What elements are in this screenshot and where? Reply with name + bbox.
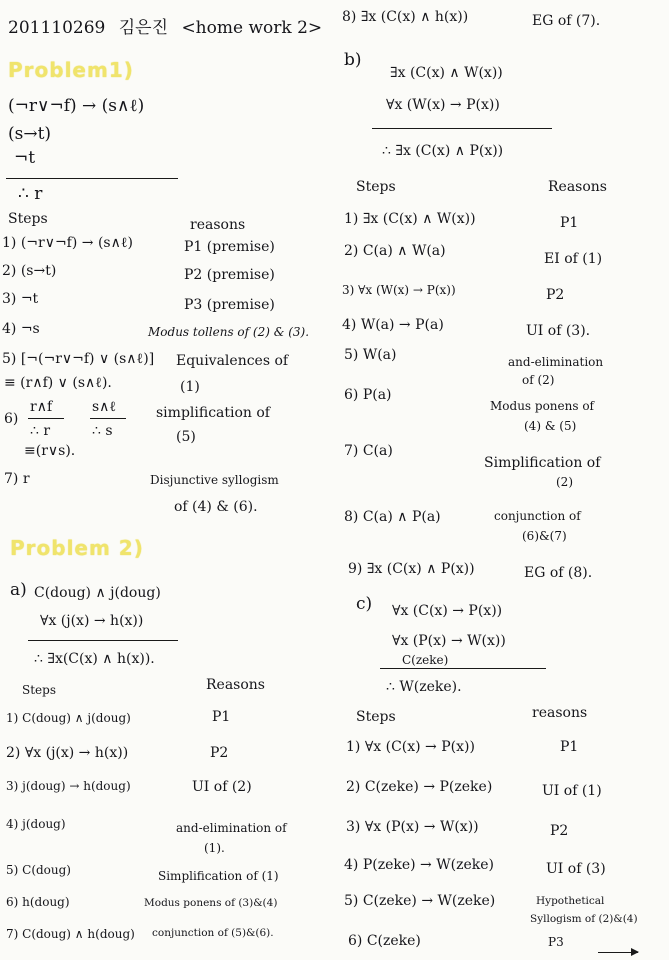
p2c-reason-5-line2: Syllogism of (2)&(4): [530, 913, 638, 925]
p2b-step-8: 8) C(a) ∧ P(a): [344, 509, 441, 525]
p2c-step-2: 2) C(zeke) → P(zeke): [346, 779, 493, 795]
p1-premise-2: (s→t): [8, 124, 52, 144]
p1-step-2: 2) (s→t): [2, 263, 57, 279]
p2b-reason-4: UI of (3).: [526, 323, 591, 339]
p2c-reason-1: P1: [560, 739, 579, 755]
p2b-reason-6-line2: (4) & (5): [524, 419, 577, 433]
p2a-reason-5: Simplification of (1): [158, 869, 279, 883]
p2b-step-9: 9) ∃x (C(x) ∧ P(x)): [348, 561, 475, 577]
p2b-step-3: 3) ∀x (W(x) → P(x)): [342, 283, 456, 297]
p2b-reason-5: and-elimination: [508, 355, 604, 369]
p2a-conclusion-rule: [28, 640, 178, 641]
p2a-step-8: 8) ∃x (C(x) ∧ h(x)): [342, 9, 469, 25]
p2a-premise-1: C(doug) ∧ j(doug): [34, 585, 161, 601]
p2a-reason-1: P1: [212, 709, 231, 725]
p2b-conclusion: ∴ ∃x (C(x) ∧ P(x)): [382, 143, 504, 159]
p1-reason-5: Equivalences of: [176, 353, 289, 369]
p2b-col-reasons: Reasons: [548, 179, 607, 195]
p1-step-7: 7) r: [4, 471, 30, 487]
continuation-arrow-icon: [598, 952, 638, 953]
p1-step-1: 1) (¬r∨¬f) → (s∧ℓ): [2, 235, 134, 251]
p2a-step-5: 5) C(doug): [6, 863, 71, 877]
p2a-col-steps: Steps: [22, 683, 56, 697]
p1-conclusion-rule: [6, 178, 178, 179]
student-id: 201110269: [8, 18, 106, 38]
p1-step-6-equiv: ≡(r∨s).: [24, 443, 76, 459]
header: [8, 20, 322, 37]
p2b-reason-2: EI of (1): [544, 251, 603, 267]
p2a-col-reasons: Reasons: [206, 677, 265, 693]
p1-premise-1: (¬r∨¬f) → (s∧ℓ): [8, 96, 145, 116]
p2a-reason-4-line2: (1).: [204, 841, 225, 855]
p1-conclusion: ∴ r: [18, 184, 43, 204]
p2b-reason-3: P2: [546, 287, 565, 303]
p2a-reason-7: conjunction of (5)&(6).: [152, 927, 274, 939]
p2c-conclusion: ∴ W(zeke).: [386, 679, 462, 695]
p2c-reason-3: P2: [550, 823, 569, 839]
p1-step-6-label: 6): [4, 411, 19, 427]
p2a-reason-2: P2: [210, 745, 229, 761]
p2c-step-3: 3) ∀x (P(x) → W(x)): [346, 819, 479, 835]
p2c-step-1: 1) ∀x (C(x) → P(x)): [346, 739, 475, 755]
p2b-reason-7: Simplification of: [484, 455, 601, 471]
p2c-step-6: 6) C(zeke): [348, 933, 421, 949]
p1-reason-7-line2: of (4) & (6).: [174, 499, 258, 515]
p1-step-6a: r∧f: [30, 399, 53, 415]
assignment-title: <home work 2>: [181, 18, 323, 38]
p2c-reason-2: UI of (1): [542, 783, 602, 799]
p1-reason-1: P1 (premise): [184, 239, 275, 255]
problem2-title: Problem 2): [10, 536, 144, 560]
student-name: 김은진: [118, 18, 169, 38]
p2b-step-5: 5) W(a): [344, 347, 397, 363]
p2c-premise-3: C(zeke): [402, 653, 449, 667]
p2c-col-reasons: reasons: [532, 705, 588, 721]
p2a-reason-4: and-elimination of: [176, 821, 287, 835]
p2b-reason-7-line2: (2): [556, 475, 573, 489]
p1-step-6a-result: ∴ r: [30, 423, 51, 439]
p2c-premise-1: ∀x (C(x) → P(x)): [392, 603, 503, 619]
p1-step-5-line2: ≡ (r∧f) ∨ (s∧ℓ).: [4, 375, 112, 391]
p1-step-6b: s∧ℓ: [92, 399, 117, 415]
p1-col-steps: Steps: [8, 211, 48, 227]
p1-step-4: 4) ¬s: [2, 321, 40, 337]
p2a-step-2: 2) ∀x (j(x) → h(x)): [6, 745, 129, 761]
p1-step-6b-rule: [90, 418, 126, 419]
p2b-step-6: 6) P(a): [344, 387, 392, 403]
problem1-title: Problem1): [8, 58, 134, 82]
p2a-step-4: 4) j(doug): [6, 817, 66, 831]
p2c-label: c): [356, 594, 373, 614]
p2b-reason-9: EG of (8).: [524, 565, 593, 581]
p2a-conclusion: ∴ ∃x(C(x) ∧ h(x)).: [34, 651, 155, 667]
p2b-step-1: 1) ∃x (C(x) ∧ W(x)): [344, 211, 476, 227]
p2c-premise-2: ∀x (P(x) → W(x)): [392, 633, 506, 649]
p1-reason-5-line2: (1): [180, 379, 200, 395]
p2a-step-7: 7) C(doug) ∧ h(doug): [6, 927, 135, 941]
p1-reason-2: P2 (premise): [184, 267, 275, 283]
p2b-step-7: 7) C(a): [344, 443, 393, 459]
p1-reason-7: Disjunctive syllogism: [150, 473, 279, 487]
p2c-reason-5: Hypothetical: [536, 895, 605, 907]
p1-step-6b-result: ∴ s: [92, 423, 113, 439]
p2b-step-4: 4) W(a) → P(a): [342, 317, 444, 333]
p2a-reason-6: Modus ponens of (3)&(4): [144, 897, 278, 909]
p2a-label: a): [10, 580, 27, 600]
p2a-step-6: 6) h(doug): [6, 895, 70, 909]
p2a-reason-8: EG of (7).: [532, 13, 601, 29]
p2a-reason-3: UI of (2): [192, 779, 252, 795]
p2c-step-4: 4) P(zeke) → W(zeke): [344, 857, 494, 873]
p1-step-6a-rule: [28, 418, 64, 419]
p2b-col-steps: Steps: [356, 179, 396, 195]
p1-premise-3: ¬t: [14, 148, 36, 168]
p2b-premise-2: ∀x (W(x) → P(x)): [386, 97, 500, 113]
p2c-col-steps: Steps: [356, 709, 396, 725]
p2b-reason-6: Modus ponens of: [490, 399, 594, 413]
p2a-step-3: 3) j(doug) → h(doug): [6, 779, 131, 793]
p1-step-5: 5) [¬(¬r∨¬f) ∨ (s∧ℓ)]: [2, 351, 155, 367]
p2b-reason-8-line2: (6)&(7): [522, 529, 567, 543]
p2a-premise-2: ∀x (j(x) → h(x)): [40, 613, 144, 629]
p1-reason-4: Modus tollens of (2) & (3).: [148, 325, 310, 339]
p1-step-3: 3) ¬t: [2, 291, 39, 307]
p1-col-reasons: reasons: [190, 217, 246, 233]
p2b-label: b): [344, 50, 362, 70]
p2b-reason-8: conjunction of: [494, 509, 581, 523]
p2b-step-2: 2) C(a) ∧ W(a): [344, 243, 446, 259]
p2b-conclusion-rule: [372, 128, 552, 129]
p2c-step-5: 5) C(zeke) → W(zeke): [344, 893, 496, 909]
p2c-reason-4: UI of (3): [546, 861, 606, 877]
p2b-reason-1: P1: [560, 215, 579, 231]
p2c-reason-6: P3: [548, 935, 564, 949]
p1-reason-6: simplification of: [156, 405, 270, 421]
p1-reason-3: P3 (premise): [184, 297, 275, 313]
p1-reason-6-line2: (5): [176, 429, 196, 445]
p2b-reason-5-line2: of (2): [522, 373, 555, 387]
p2a-step-1: 1) C(doug) ∧ j(doug): [6, 711, 131, 725]
p2b-premise-1: ∃x (C(x) ∧ W(x)): [390, 65, 503, 81]
p2c-conclusion-rule: [380, 668, 546, 669]
